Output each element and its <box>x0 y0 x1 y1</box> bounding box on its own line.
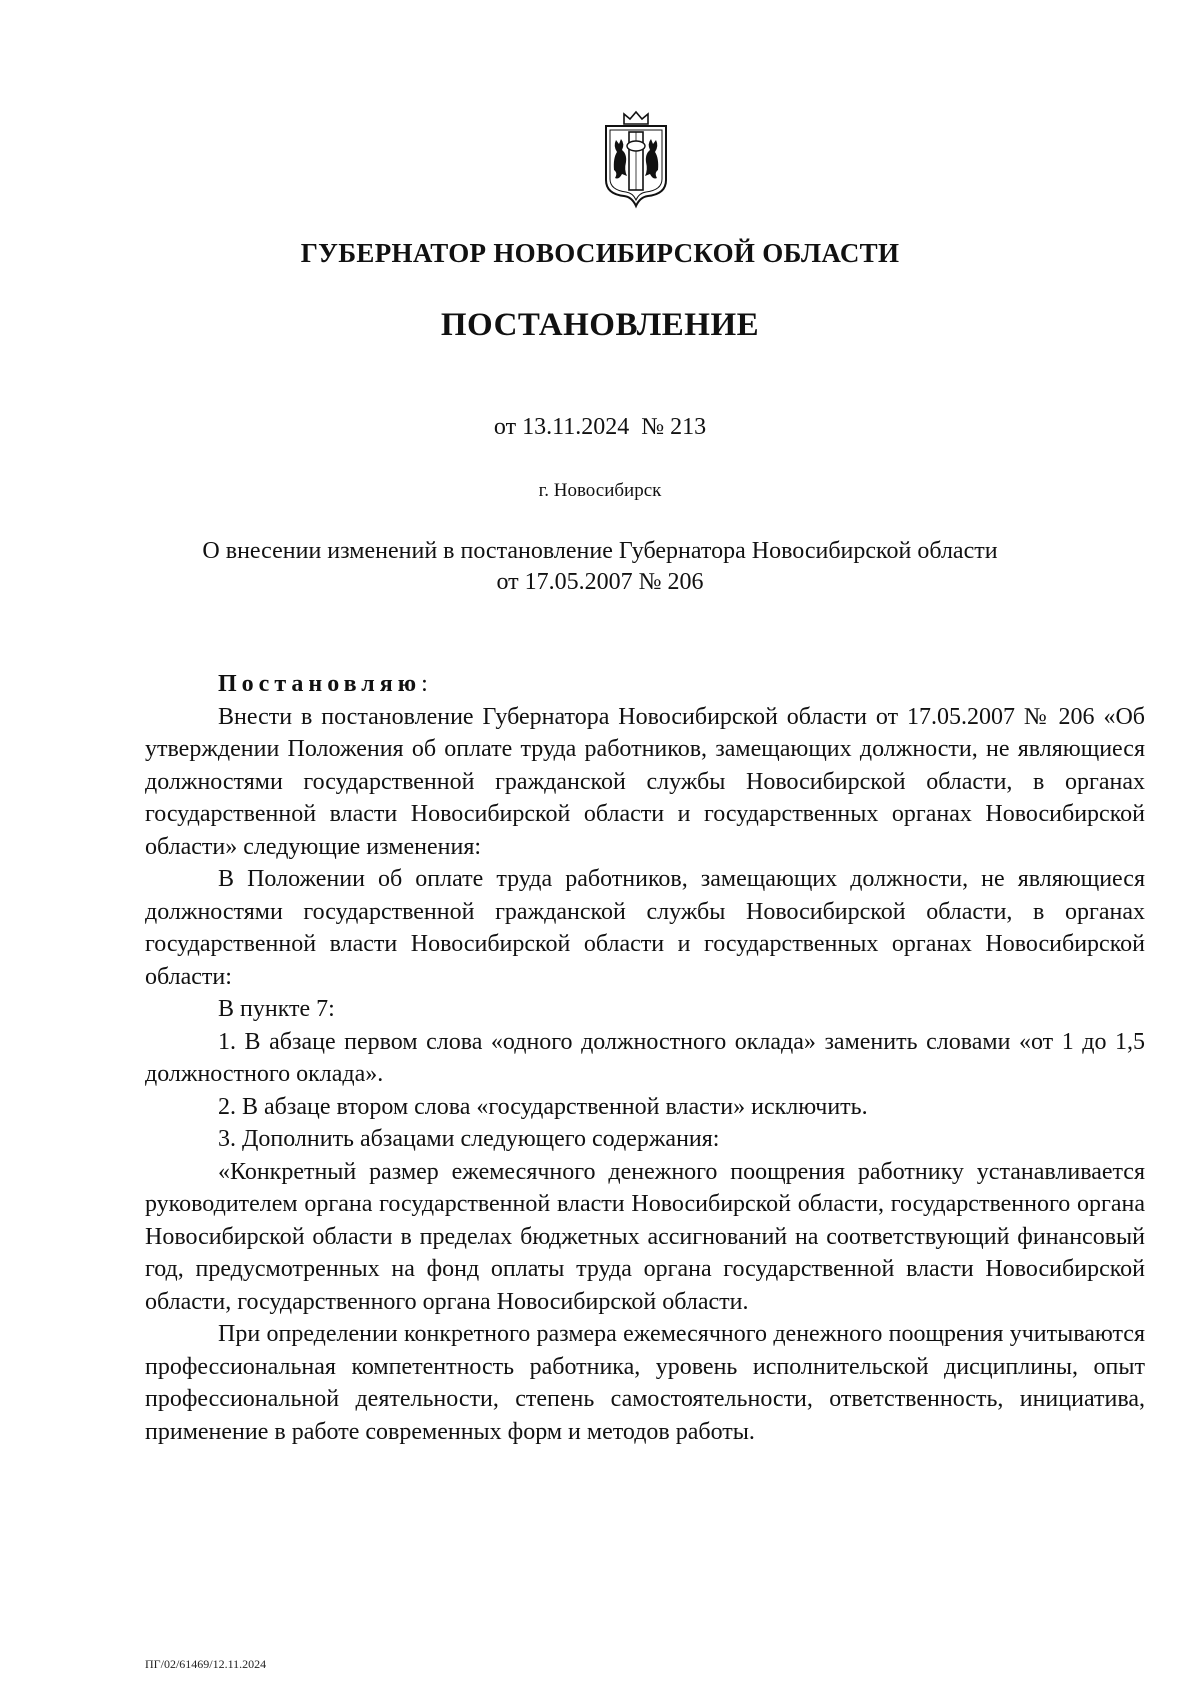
document-subject <box>0 536 1200 598</box>
coat-of-arms-icon <box>600 110 672 210</box>
subject-line-1: О внесении изменений в постановление Губернатора Новосибирской области <box>202 538 998 564</box>
document-date-number: от 13.11.2024 № 213 <box>493 414 707 440</box>
body-paragraph: 1. В абзаце первом слова «одного должностного оклада» заменить словами «от 1 до 1,5 должностного оклада». <box>145 1028 1145 1087</box>
body-paragraph: 3. Дополнить абзацами следующего содержания: <box>218 1126 720 1152</box>
document-registration-code: ПГ/02/61469/12.11.2024 <box>145 1657 267 1671</box>
body-paragraph: В пункте 7: <box>218 996 335 1022</box>
body-paragraph: В Положении об оплате труда работников, замещающих должности, не являющиеся должностями государственной гражданской службы Новосибирской области, в органах государственной власти Новосибирской области и государственных органах Новосибирской области: <box>145 866 1145 990</box>
body-paragraph: «Конкретный размер ежемесячного денежного поощрения работнику устанавливается руководителем органа государственной власти Новосибирской области, государственного органа Новосибирской области в пределах бюджетных ассигнований на соответствующий финансовый год, предусмотренных на фонд оплаты труда органа государственной власти Новосибирской области, государственного органа Новосибирской области. <box>145 1158 1145 1315</box>
document-type-title: ПОСТАНОВЛЕНИЕ <box>440 307 760 343</box>
body-paragraph: При определении конкретного размера ежемесячного денежного поощрения учитываются профессиональная компетентность работника, уровень исполнительской дисциплины, опыт профессиональной деятельности, степень самостоятельности, ответственность, инициатива, применение в работе современных форм и методов работы. <box>145 1321 1145 1445</box>
decree-heading <box>145 668 1145 701</box>
decree-word: Постановляю <box>218 671 422 697</box>
document-city: г. Новосибирск <box>538 480 662 501</box>
decree-colon: : <box>421 671 428 697</box>
body-paragraph: Внести в постановление Губернатора Новосибирской области от 17.05.2007 № 206 «Об утверждении Положения об оплате труда работников, замещающих должности, не являющиеся должностями государственной гражданской службы Новосибирской области, в органах государственной власти Новосибирской области и государственных органах Новосибирской области» следующие изменения: <box>145 703 1145 860</box>
subject-line-2: от 17.05.2007 № 206 <box>496 569 704 595</box>
body-paragraph: 2. В абзаце втором слова «государственной власти» исключить. <box>218 1093 868 1120</box>
issuing-authority: ГУБЕРНАТОР НОВОСИБИРСКОЙ ОБЛАСТИ <box>300 238 900 268</box>
document-body <box>145 668 1145 1448</box>
